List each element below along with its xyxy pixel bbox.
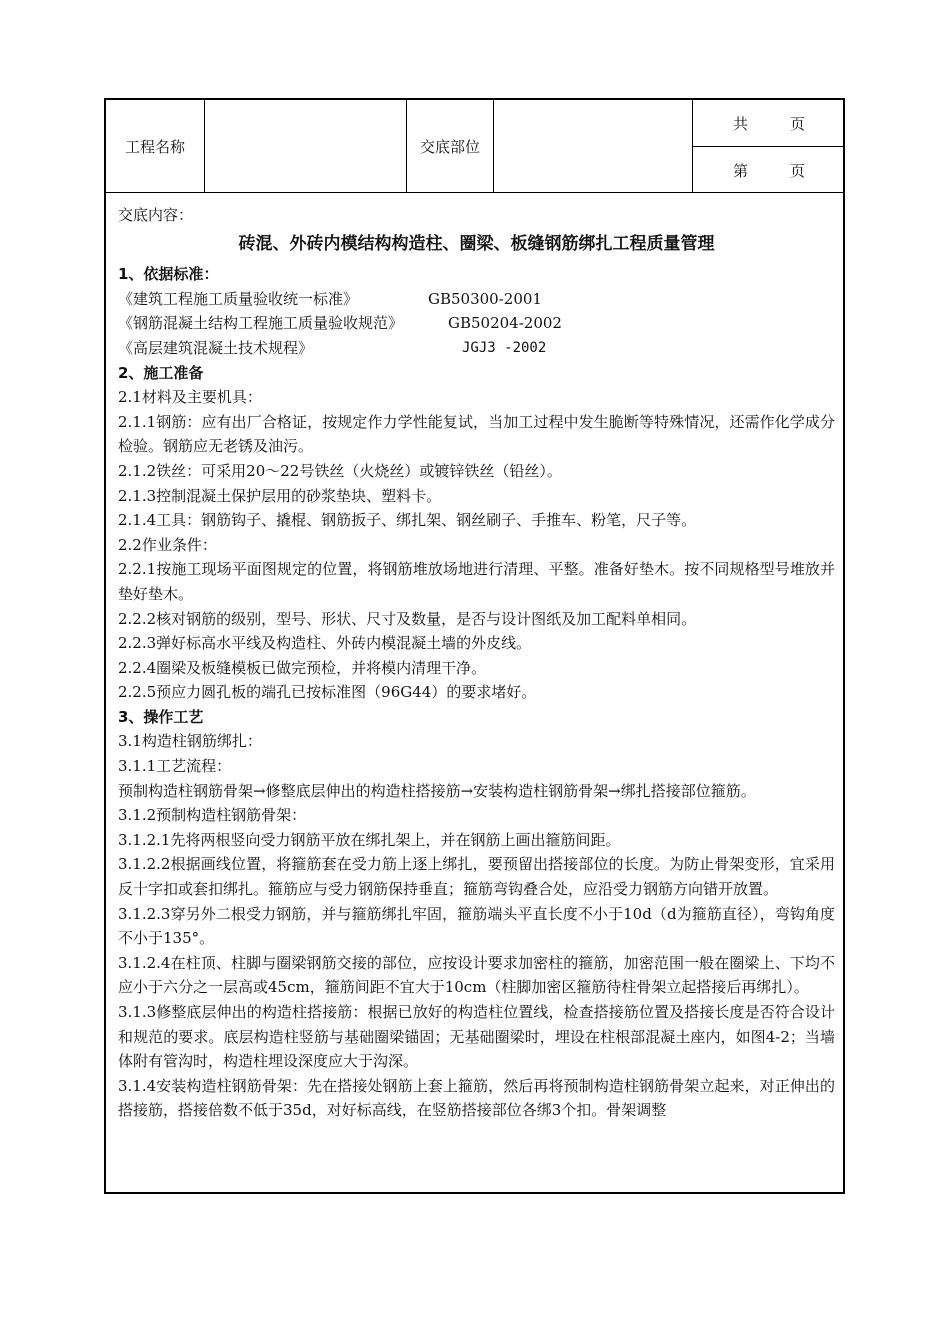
paragraph: 2.2.3弹好标高水平线及构造柱、外砖内模混凝土墙的外皮线。 — [118, 634, 532, 653]
paragraph: 3.1.3修整底层伸出的构造柱搭接筋：根据已放好的构造柱位置线，检查搭接筋位置及搭接长度是否符合设计和规范的要求。底层构造柱竖筋与基础圈梁锚固；无基础圈梁时，埋设在柱根部混凝土座内，如图4-2；当墙体附有管沟时，构造柱埋设深度应大于沟深。 — [118, 1003, 835, 1071]
paragraph: 2.2.1按施工现场平面图规定的位置，将钢筋堆放场地进行清理、平整。准备好垫木。按不同规格型号堆放并垫好垫木。 — [118, 560, 835, 603]
paragraph: 3.1.2预制构造柱钢筋骨架： — [118, 806, 307, 825]
section-1-heading: 1、依据标准： — [118, 265, 219, 284]
paragraph: 2.2.2核对钢筋的级别，型号、形状、尺寸及数量，是否与设计图纸及加工配料单相同。 — [118, 609, 697, 628]
project-name-label: 工程名称 — [106, 100, 205, 192]
location-label: 交底部位 — [407, 100, 494, 192]
paragraph: 3.1.2.1先将两根竖向受力钢筋平放在绑扎架上，并在钢筋上画出箍筋间距。 — [118, 830, 621, 849]
standard-item — [118, 336, 835, 361]
total-unit: 页 — [790, 114, 806, 133]
standard-name: 《高层建筑混凝土技术规程》 — [118, 338, 314, 357]
section-3-heading: 3、操作工艺 — [118, 707, 204, 726]
standard-code: GB50204-2002 — [448, 314, 562, 333]
intro-label: 交底内容： — [118, 206, 194, 224]
paragraph: 2.2.5预应力圆孔板的端孔已按标准图（96G44）的要求堵好。 — [118, 683, 537, 702]
paragraph: 3.1.2.3穿另外二根受力钢筋，并与箍筋绑扎牢固，箍筋端头平直长度不小于10d（d为箍筋直径），弯钩角度不小于135°。 — [118, 904, 835, 948]
total-label: 共 — [732, 114, 748, 133]
page-count-cell — [693, 100, 845, 192]
paragraph: 3.1构造柱钢筋绑扎： — [118, 732, 262, 751]
page-number-row — [693, 147, 845, 193]
paragraph: 3.1.2.4在柱顶、柱脚与圈梁钢筋交接的部位，应按设计要求加密柱的箍筋，加密范围一般在圈梁上、下均不应小于六分之一层高或45cm，箍筋间距不宜大于10cm（柱脚加密区箍筋待柱骨架立起搭接后再绑扎）。 — [118, 953, 835, 997]
paragraph: 2.1材料及主要机具： — [118, 388, 262, 407]
section-2-heading: 2、施工准备 — [118, 363, 204, 382]
standard-item — [118, 287, 835, 312]
standard-code: JGJ3 -2002 — [462, 339, 547, 356]
total-pages-row — [693, 100, 845, 147]
paragraph: 3.1.2.2根据画线位置，将箍筋套在受力筋上逐上绑扎，要预留出搭接部位的长度。为防止骨架变形，宜采用反十字扣或套扣绑扎。箍筋应与受力钢筋保持垂直；箍筋弯钩叠合处，应沿受力钢筋方向错开放置。 — [118, 855, 835, 899]
paragraph: 2.1.4工具：钢筋钩子、撬棍、钢筋扳子、绑扎架、钢丝刷子、手推车、粉笔，尺子等。 — [118, 511, 697, 530]
paragraph: 3.1.1工艺流程： — [118, 757, 232, 776]
paragraph: 2.1.1钢筋：应有出厂合格证，按规定作力学性能复试，当加工过程中发生脆断等特殊情况，还需作化学成分检验。钢筋应无老锈及油污。 — [118, 412, 835, 456]
standard-name: 《建筑工程施工质量验收统一标准》 — [118, 289, 359, 308]
paragraph: 3.1.4安装构造柱钢筋骨架：先在搭接处钢筋上套上箍筋，然后再将预制构造柱钢筋骨架立起来，对正伸出的搭接筋，搭接倍数不低于35d，对好标高线，在竖筋搭接部位各绑3个扣。骨架调整 — [118, 1076, 835, 1120]
location-value — [494, 100, 693, 192]
paragraph: 2.2作业条件： — [118, 535, 217, 554]
content-area — [106, 203, 843, 1123]
paragraph: 2.1.2铁丝：可采用20～22号铁丝（火烧丝）或镀锌铁丝（铅丝）。 — [118, 461, 562, 480]
paragraph: 2.2.4圈梁及板缝模板已做完预检，并将模内清理干净。 — [118, 658, 487, 677]
standard-item — [118, 311, 835, 336]
page-label: 第 — [732, 161, 748, 180]
page-unit: 页 — [790, 161, 806, 180]
project-name-value — [205, 100, 407, 192]
document-title: 砖混、外砖内模结构构造柱、圈梁、板缝钢筋绑扎工程质量管理 — [238, 233, 715, 254]
header-table — [106, 100, 843, 193]
paragraph: 2.1.3控制混凝土保护层用的砂浆垫块、塑料卡。 — [118, 486, 442, 505]
paragraph: 预制构造柱钢筋骨架→修整底层伸出的构造柱搭接筋→安装构造柱钢筋骨架→绑扎搭接部位箍筋。 — [118, 781, 756, 800]
standard-name: 《钢筋混凝土结构工程施工质量验收规范》 — [118, 314, 404, 333]
standard-code: GB50300-2001 — [428, 289, 542, 308]
document-sheet — [104, 98, 845, 1194]
